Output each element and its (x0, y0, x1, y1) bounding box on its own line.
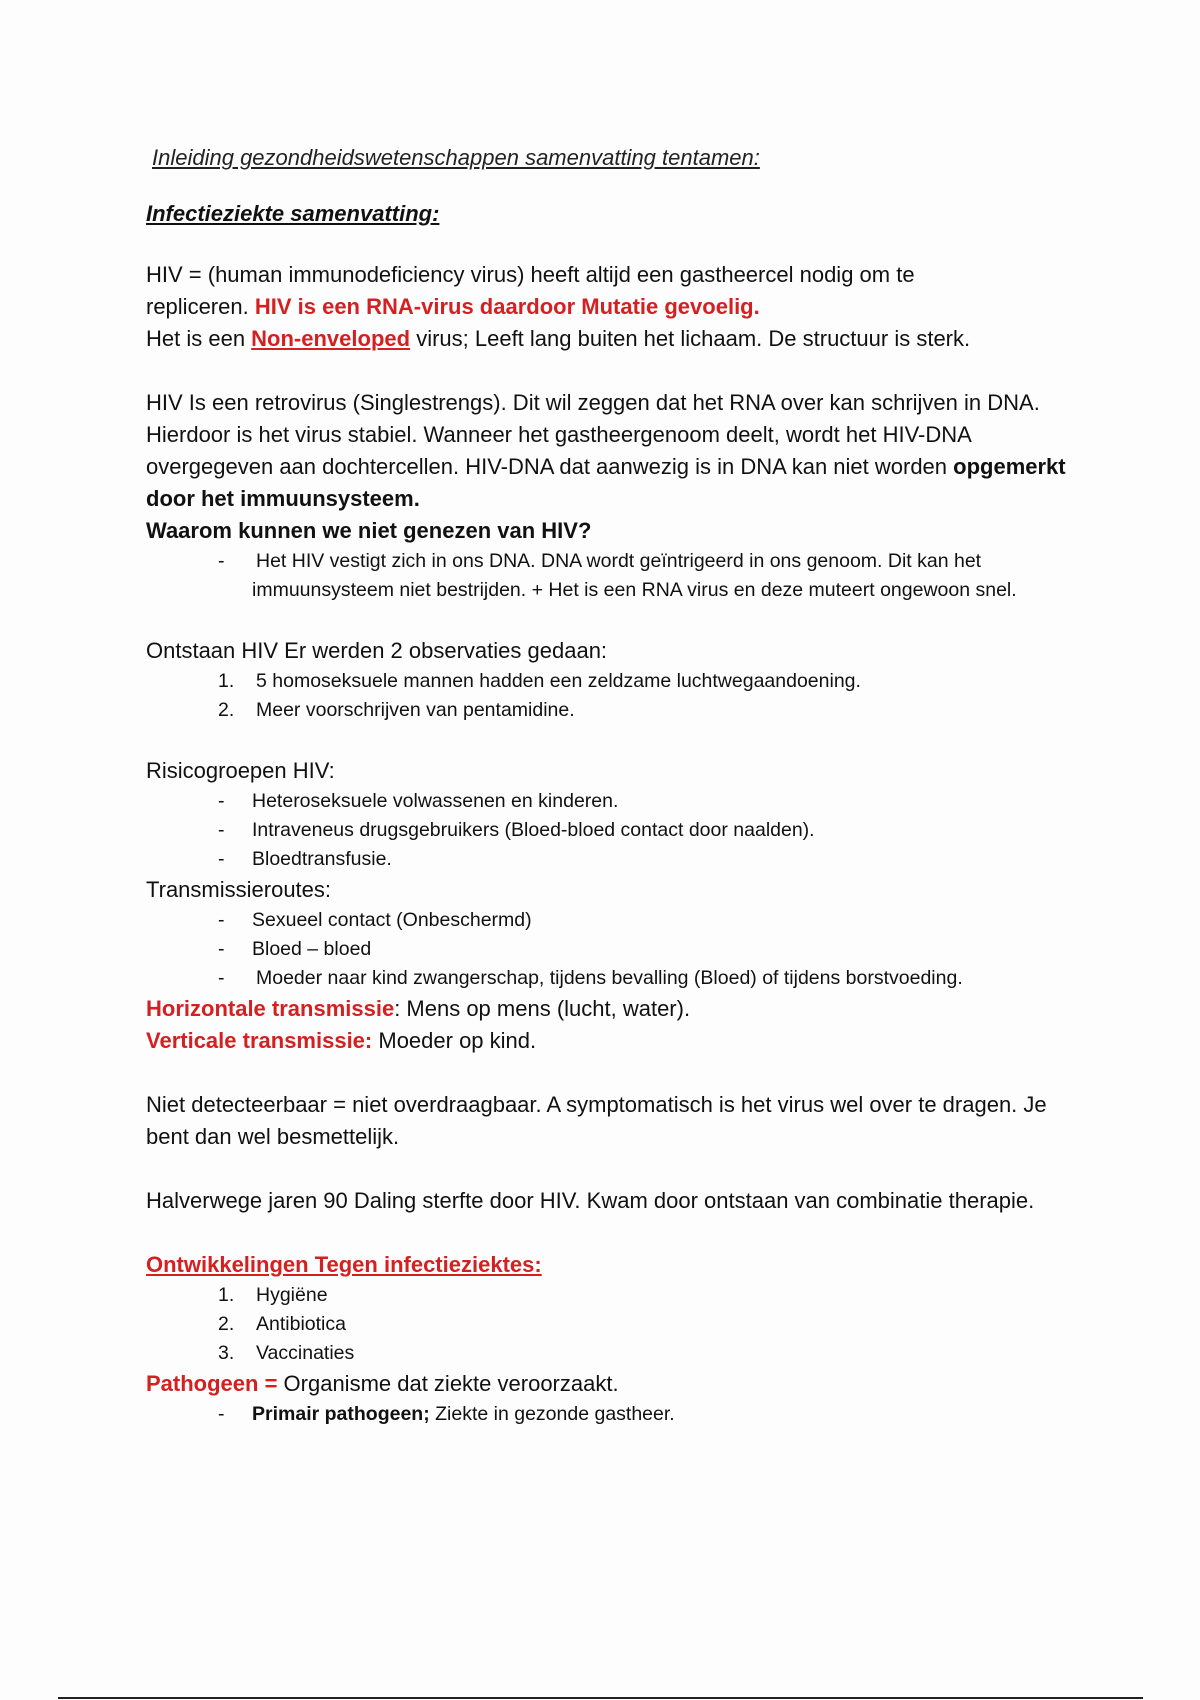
list-item: - Bloed – bloed (218, 938, 372, 960)
paragraph-hiv-intro (146, 259, 1076, 355)
list-item: - Heteroseksuele volwassenen en kinderen. (218, 790, 619, 812)
transmission-routes-title: Transmissieroutes: (146, 877, 332, 902)
red-label: Horizontale transmissie (146, 996, 395, 1021)
vertical-transmission: Verticale transmissie: Moeder op kind. (146, 1028, 537, 1053)
page-bottom-rule (58, 1697, 1143, 1699)
paragraph-undetectable: Niet detecteerbaar = niet overdraagbaar. A symptomatisch is het virus wel over te dragen. Je bent dan wel besmettelijk. (146, 1092, 1047, 1149)
pathogen-definition: Pathogeen = Organisme dat ziekte veroorzaakt. (146, 1371, 619, 1396)
risk-groups-list (146, 787, 1076, 874)
paragraph-text: virus; Leeft lang buiten het lichaam. De structuur is sterk. (410, 326, 971, 351)
red-label: Pathogeen = (146, 1371, 278, 1396)
horizontal-transmission: Horizontale transmissie: Mens op mens (lucht, water). (146, 996, 691, 1021)
paragraph-nineties: Halverwege jaren 90 Daling sterfte door HIV. Kwam door ontstaan van combinatie therapie. (146, 1188, 1035, 1213)
highlight-underlined-text: Non-enveloped (251, 326, 411, 351)
list-item: - Het HIV vestigt zich in ons DNA. DNA wordt geïntrigeerd in ons genoom. Dit kan het immuunsysteem niet bestrijden. + Het is een RNA virus en deze muteert ongewoon snel. (146, 547, 1076, 605)
paragraph-text: Het is een (146, 326, 252, 351)
list-item: 2. Meer voorschrijven van pentamidine. (218, 699, 575, 721)
list-item: 2. Antibiotica (218, 1313, 346, 1335)
paragraph-line: HIV = (human immunodeficiency virus) heeft altijd een gastheercel nodig om te (146, 262, 915, 287)
developments-heading: Ontwikkelingen Tegen infectieziektes: (146, 1252, 542, 1277)
section-heading: Infectieziekte samenvatting: (146, 201, 440, 226)
developments-list (146, 1281, 1076, 1368)
list-item: 1. 5 homoseksuele mannen hadden een zeldzame luchtwegaandoening. (218, 670, 861, 692)
risk-groups-title: Risicogroepen HIV: (146, 758, 335, 783)
pathogen-list (146, 1400, 1076, 1429)
list-item: - Sexueel contact (Onbeschermd) (218, 909, 532, 931)
list-item: - Intraveneus drugsgebruikers (Bloed-bloed contact door naalden). (218, 819, 815, 841)
dash-marker: - (218, 550, 225, 572)
origin-list (146, 667, 1076, 725)
list-item: 3. Vaccinaties (218, 1342, 355, 1364)
red-label: Verticale transmissie: (146, 1028, 373, 1053)
transmission-routes-list (146, 906, 1076, 993)
list-item: 1. Hygiëne (218, 1284, 328, 1306)
answer-list (146, 547, 1076, 605)
highlight-text: HIV is een RNA-virus daardoor Mutatie gevoelig. (254, 294, 760, 319)
document-content (146, 145, 1076, 1429)
paragraph-text: HIV Is een retrovirus (Singlestrengs). Dit wil zeggen dat het RNA over kan schrijven in DNA. Hierdoor is het virus stabiel. Wanneer het gastheergenoom deelt, wordt het HIV-DNA overgegeven aan dochtercellen. HIV-DNA dat aanwezig is in DNA kan niet worden (146, 390, 1040, 479)
bold-text: opgemerkt door het immuunsysteem. (146, 454, 1066, 511)
document-title: Inleiding gezondheidswetenschappen samenvatting tentamen: (152, 145, 760, 170)
paragraph-text: repliceren. (146, 294, 255, 319)
paragraph-retrovirus (146, 387, 1076, 547)
list-item: - Moeder naar kind zwangerschap, tijdens bevalling (Bloed) of tijdens borstvoeding. (218, 967, 963, 989)
question-heading: Waarom kunnen we niet genezen van HIV? (146, 518, 592, 543)
list-item: - Bloedtransfusie. (218, 848, 392, 870)
list-item: - Primair pathogeen; Ziekte in gezonde gastheer. (218, 1403, 675, 1425)
origin-intro: Ontstaan HIV Er werden 2 observaties gedaan: (146, 638, 608, 663)
